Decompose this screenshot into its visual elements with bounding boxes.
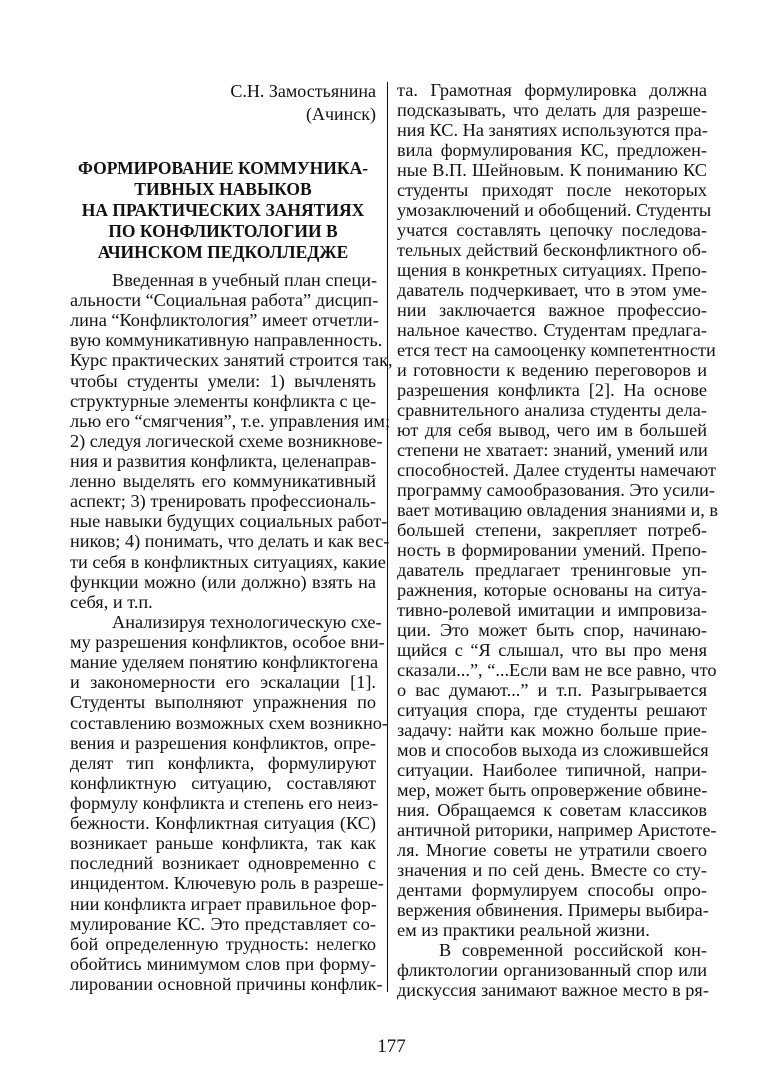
- text-line: мер, может быть опровержение обвине-: [397, 780, 708, 800]
- text-line: Курс практических занятий строится так,: [70, 350, 393, 370]
- text-line: ность в формировании умений. Препо-: [397, 540, 707, 560]
- text-line: Студенты выполняют упражнения по: [70, 692, 376, 712]
- text-line: ния. Обращаемся к советам классиков: [397, 800, 707, 820]
- text-line: задачу: найти как можно больше прие-: [397, 720, 707, 740]
- text-line: аспект; 3) тренировать профессиональ-: [70, 491, 376, 511]
- text-line: ленно выделять его коммуникативный: [70, 471, 376, 491]
- text-line: студенты приходят после некоторых: [397, 180, 707, 200]
- author-city: (Ачинск): [305, 104, 376, 124]
- text-line: Анализируя технологическую схе-: [112, 612, 382, 632]
- text-line: фликтологии организованный спор или: [397, 960, 707, 980]
- text-line: лью его “смягчения”, т.е. управления им;: [70, 411, 391, 431]
- text-line: о вас думают...” и т.п. Разыгрывается: [397, 680, 707, 700]
- text-line: му разрешения конфликтов, особое вни-: [70, 632, 385, 652]
- text-line: тивно-ролевой имитации и импровиза-: [397, 600, 707, 620]
- text-line: щийся с “Я слышал, что вы про меня: [397, 640, 707, 660]
- text-line: вила формулирования КС, предложен-: [397, 140, 707, 160]
- text-line: последний возникает одновременно с: [70, 853, 376, 873]
- text-line: подсказывать, что делать для разреше-: [397, 100, 707, 120]
- text-line: и закономерности его эскалации [1].: [70, 672, 376, 692]
- text-line: вения и разрешения конфликтов, опре-: [70, 733, 376, 753]
- text-line: 2) следуя логической схеме возникнове-: [70, 431, 383, 451]
- column-divider: [387, 82, 388, 992]
- text-line: лировании основной причины конфлик-: [70, 974, 383, 994]
- text-line: дентами формулируем способы опро-: [397, 880, 707, 900]
- text-line: чтобы студенты умели: 1) вычленять: [70, 371, 376, 391]
- text-line: Введенная в учебный план специ-: [112, 270, 378, 290]
- text-line: вает мотивацию овладения знаниями и, в: [397, 500, 719, 520]
- text-line: ют для себя вывод, чего им в большей: [397, 420, 707, 440]
- text-line: себя, и т.п.: [70, 592, 153, 612]
- page-number: 177: [377, 1036, 406, 1057]
- text-line: ситуация спора, где студенты решают: [397, 700, 707, 720]
- text-line: античной риторики, например Аристоте-: [397, 820, 717, 840]
- title-line: ФОРМИРОВАНИЕ КОММУНИКА-: [77, 158, 369, 178]
- text-line: сказали...”, “...Если вам не все равно, что: [397, 660, 717, 680]
- text-line: ния и развития конфликта, целенаправ-: [70, 451, 377, 471]
- text-line: вую коммуникативную направленность.: [70, 330, 383, 350]
- text-line: вержения обвинения. Примеры выбира-: [397, 900, 709, 920]
- text-line: В современной российской кон-: [439, 940, 707, 960]
- text-line: большей степени, закрепляет потреб-: [397, 520, 707, 540]
- text-line: сравнительного анализа студенты дела-: [397, 400, 707, 420]
- text-line: ников; 4) понимать, что делать и как вес-: [70, 531, 390, 551]
- text-line: и готовности к ведению переговоров и: [397, 360, 707, 380]
- text-line: учатся составлять цепочку последова-: [397, 220, 707, 240]
- text-line: ные навыки будущих социальных работ-: [70, 511, 388, 531]
- text-line: нии заключается важное профессио-: [397, 300, 707, 320]
- text-line: конфликтную ситуацию, составляют: [70, 773, 376, 793]
- text-line: щения в конкретных ситуациях. Препо-: [397, 260, 707, 280]
- text-line: ные В.П. Шейновым. К пониманию КС: [397, 160, 707, 180]
- text-line: обойтись минимумом слов при форму-: [70, 954, 376, 974]
- text-line: возникает раньше конфликта, так как: [70, 833, 376, 853]
- text-line: делят тип конфликта, формулируют: [70, 753, 376, 773]
- text-line: инцидентом. Ключевую роль в разреше-: [70, 873, 384, 893]
- text-line: мов и способов выхода из сложившейся: [397, 740, 709, 760]
- text-line: та. Грамотная формулировка должна: [397, 80, 707, 100]
- text-line: даватель подчеркивает, что в этом уме-: [397, 280, 707, 300]
- text-line: ется тест на самооценку компетентности: [397, 340, 716, 360]
- text-line: значения и по сей день. Вместе со сту-: [397, 860, 707, 880]
- text-line: структурные элементы конфликта с це-: [70, 391, 377, 411]
- text-line: ти себя в конфликтных ситуациях, какие: [70, 552, 386, 572]
- text-line: ля. Многие советы не утратили своего: [397, 840, 707, 860]
- text-line: ем из практики реальной жизни.: [397, 920, 650, 940]
- text-line: разрешения конфликта [2]. На основе: [397, 380, 707, 400]
- text-line: мулирование КС. Это представляет со-: [70, 914, 376, 934]
- text-line: умозаключений и обобщений. Студенты: [397, 200, 712, 220]
- text-line: тельных действий бесконфликтного об-: [397, 240, 707, 260]
- text-line: формулу конфликта и степень его неиз-: [70, 793, 379, 813]
- title-line: ТИВНЫХ НАВЫКОВ: [134, 179, 312, 199]
- text-line: степени не хватает: знаний, умений или: [397, 440, 708, 460]
- text-line: бежности. Конфликтная ситуация (КС): [70, 813, 376, 833]
- author-name: С.Н. Замостьянина: [230, 81, 376, 101]
- text-line: даватель предлагает тренинговые уп-: [397, 560, 707, 580]
- text-line: ния КС. На занятиях используются пра-: [397, 120, 708, 140]
- text-line: бой определенную трудность: нелегко: [70, 934, 376, 954]
- text-line: альности “Социальная работа” дисцип-: [70, 290, 379, 310]
- text-line: нии конфликта играет правильное фор-: [70, 894, 377, 914]
- title-line: АЧИНСКОМ ПЕДКОЛЛЕДЖЕ: [97, 242, 349, 262]
- text-line: ции. Это может быть спор, начинаю-: [397, 620, 707, 640]
- text-line: способностей. Далее студенты намечают: [397, 460, 716, 480]
- title-line: ПО КОНФЛИКТОЛОГИИ В: [108, 221, 338, 241]
- text-line: программу самообразования. Это усили-: [397, 480, 715, 500]
- title-line: НА ПРАКТИЧЕСКИХ ЗАНЯТИЯХ: [81, 200, 365, 220]
- text-line: ситуации. Наиболее типичной, напри-: [397, 760, 707, 780]
- text-line: мание уделяем понятию конфликтогена: [70, 652, 379, 672]
- text-line: лина “Конфликтология” имеет отчетли-: [70, 310, 379, 330]
- text-line: ражнения, которые основаны на ситуа-: [397, 580, 707, 600]
- text-line: дискуссия занимают важное место в ря-: [397, 980, 709, 1000]
- text-line: функции можно (или должно) взять на: [70, 572, 376, 592]
- text-line: составлению возможных схем возникно-: [70, 713, 388, 733]
- text-line: нальное качество. Студентам предлага-: [397, 320, 707, 340]
